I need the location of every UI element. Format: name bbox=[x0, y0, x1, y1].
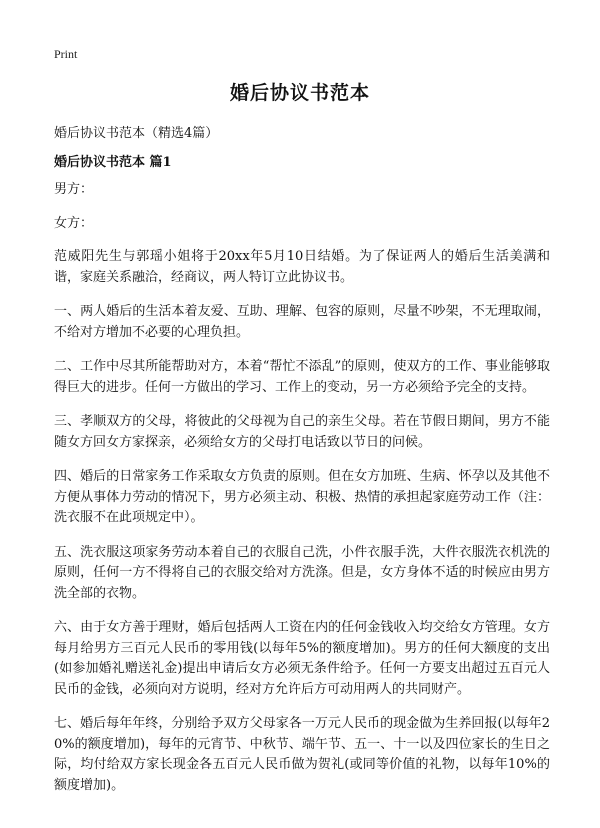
paragraph-intro: 范威阳先生与郭瑶小姐将于20xx年5月10日结婚。为了保证两人的婚后生活美满和谐，家庭关系融洽，经商议，两人特订立此协议书。 bbox=[54, 249, 550, 285]
print-link[interactable]: Print bbox=[54, 47, 78, 61]
paragraph-clause-1: 一、两人婚后的生活本着友爱、互助、理解、包容的原则，尽量不吵架，不无理取闹，不给对方增加不必要的心理负担。 bbox=[54, 304, 550, 340]
paragraph-clause-6: 六、由于女方善于理财，婚后包括两人工资在内的任何金钱收入均交给女方管理。女方每月给男方三百元人民币的零用钱(以每年5%的额度增加)。男方的任何大额度的支出(如参加婚礼赠送礼金)提出申请后女方必须无条件给予。任何一方要支出超过五百元人民币的金钱，必须向对方说明，经对方允许后方可动用两人的共同财产。 bbox=[54, 620, 550, 697]
paragraph-husband: 男方： bbox=[54, 182, 94, 197]
paragraph-clause-3: 三、孝顺双方的父母，将彼此的父母视为自己的亲生父母。若在节假日期间，男方不能随女方回女方家探亲，必须给女方的父母打电话致以节日的问候。 bbox=[54, 414, 550, 450]
document-title: 婚后协议书范本 bbox=[229, 82, 370, 104]
paragraph-clause-7: 七、婚后每年年终，分别给予双方父母家各一万元人民币的现金做为生养回报(以每年20%的额度增加)，每年的元宵节、中秋节、端午节、五一、十一以及四位家长的生日之际，均付给双方家长现金各五百元人民币做为贺礼(或同等价值的礼物，以每年10%的额度增加)。 bbox=[54, 716, 550, 793]
paragraph-clause-2: 二、工作中尽其所能帮助对方，本着“帮忙不添乱”的原则，使双方的工作、事业能够取得巨大的进步。任何一方做出的学习、工作上的变动，另一方必须给予完全的支持。 bbox=[54, 359, 550, 395]
document-subtitle: 婚后协议书范本（精选4篇） bbox=[54, 126, 219, 141]
paragraph-clause-4: 四、婚后的日常家务工作采取女方负责的原则。但在女方加班、生病、怀孕以及其他不方便从事体力劳动的情况下，男方必须主动、积极、热情的承担起家庭劳动工作（注：洗衣服不在此项规定中）。 bbox=[54, 469, 550, 525]
document-body bbox=[54, 180, 550, 810]
section-title: 婚后协议书范本 篇1 bbox=[54, 155, 172, 170]
paragraph-wife: 女方： bbox=[54, 215, 94, 231]
paragraph-clause-5: 五、洗衣服这项家务劳动本着自己的衣服自己洗，小件衣服手洗，大件衣服洗衣机洗的原则，任何一方不得将自己的衣服交给对方洗涤。但是，女方身体不适的时候应由男方洗全部的衣物。 bbox=[54, 544, 550, 601]
